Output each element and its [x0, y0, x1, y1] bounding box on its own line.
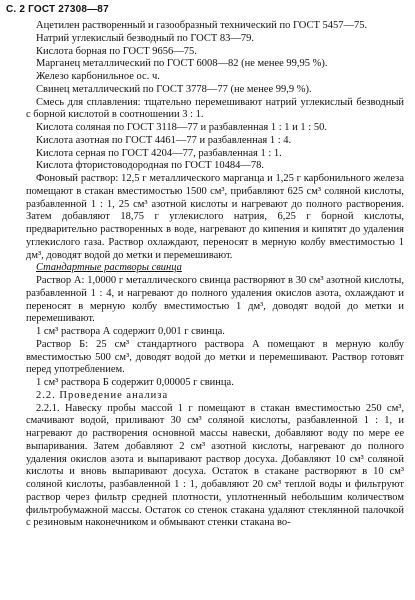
reagent-hydrochloric-acid: Кислота соляная по ГОСТ 3118—77 и разбавленная 1 : 1 и 1 : 50. [36, 122, 327, 133]
standard-solutions-heading: Стандартные растворы свинца [36, 262, 182, 274]
reagent-boric-acid: Кислота борная по ГОСТ 9656—75. [36, 45, 197, 57]
reagent-hydrofluoric-acid: Кислота фтористоводородная по ГОСТ 10484—78. [36, 160, 265, 172]
page-number: С. 2 [6, 4, 26, 15]
section-text: 2.2.1. Навеску пробы массой 1 г помещают в стакан вместимостью 250 см³, смачивают водой, приливают 30 см³ соляной кислоты, разбавленной 1 : 1, и нагревают до растворения основной массы навески, добавляют воду по мере ее выпаривания. Затем добавляют 2 см³ азотной кислоты, нагревают до полного удаления окислов азота и выпаривают раствор досуха. Добавляют 10 см³ соляной кислоты и вновь выпаривают досуха. Остаток в стакане растворяют в 10 см³ соляной кислоты, разбавленной 1 : 1, добавляют 20 см³ теплой воды и фильтруют раствор через фильтр средней плотности, уплотненный небольшим количеством фильтробумажной массы. Остаток со стенок стакана удаляют стеклянной палочкой с резиновым наконечником и обмывают стенки стакана во- [26, 402, 404, 529]
fusion-mixture: Смесь для сплавления: тщательно перемешивают натрий углекислый безводный с борной кислотой в соотношении 3 : 1. [26, 96, 404, 121]
section-heading: 2.2. Проведение анализа [36, 389, 169, 401]
standard-number: ГОСТ 27308—87 [28, 4, 109, 15]
document-body [26, 20, 404, 530]
background-solution: Фоновый раствор: 12,5 г металлического марганца и 1,25 г карбонильного железа помещают в стакан вместимостью 1500 см³, прибавляют 625 см³ соляной кислоты, разбавленной 1 : 1, 25 см³ азотной кислоты и нагревают до полного растворения. Затем добавляют 18,75 г углекислого натрия, 6,25 г борной кислоты, предварительно растворенных в воде, нагревают до кипения и кипятят до удаления углекислого газа. Раствор охлаждают, переносят в мерную колбу вместимостью 1 дм³, доводят водой до метки и перемешивают. [26, 173, 404, 261]
reagent-acetylene: Ацетилен растворенный и газообразный технический по ГОСТ 5457—75. [36, 20, 368, 31]
reagent-sulfuric-acid: Кислота серная по ГОСТ 4204—77, разбавленная 1 : 1. [36, 147, 282, 159]
solution-b-content: 1 см³ раствора Б содержит 0,00005 г свинца. [36, 377, 234, 388]
solution-b-text: Раствор Б: 25 см³ стандартного раствора А помещают в мерную колбу вместимостью 500 см³, доводят водой до метки и перемешивают. Раствор готовят перед употреблением. [26, 338, 404, 376]
reagent-lead: Свинец металлический по ГОСТ 3778—77 (не менее 99,9 %). [36, 83, 312, 95]
reagent-iron: Железо карбонильное ос. ч. [36, 71, 160, 82]
solution-a-text: Раствор А: 1,0000 г металлического свинца растворяют в 30 см³ азотной кислоты, разбавленной 1 : 4, и нагревают до полного удаления окислов азота, охлаждают и переносят в мерную колбу вместимостью 1 дм³, доводят водой до метки и перемешивают. [26, 275, 404, 325]
page-header [6, 4, 109, 15]
reagent-manganese: Марганец металлический по ГОСТ 6008—82 (не менее 99,95 %). [36, 58, 328, 70]
reagent-sodium-carbonate: Натрий углекислый безводный по ГОСТ 83—79. [36, 32, 255, 44]
solution-a-content: 1 см³ раствора А содержит 0,001 г свинца. [36, 326, 225, 337]
reagent-nitric-acid: Кислота азотная по ГОСТ 4461—77 и разбавленная 1 : 4. [36, 134, 292, 146]
